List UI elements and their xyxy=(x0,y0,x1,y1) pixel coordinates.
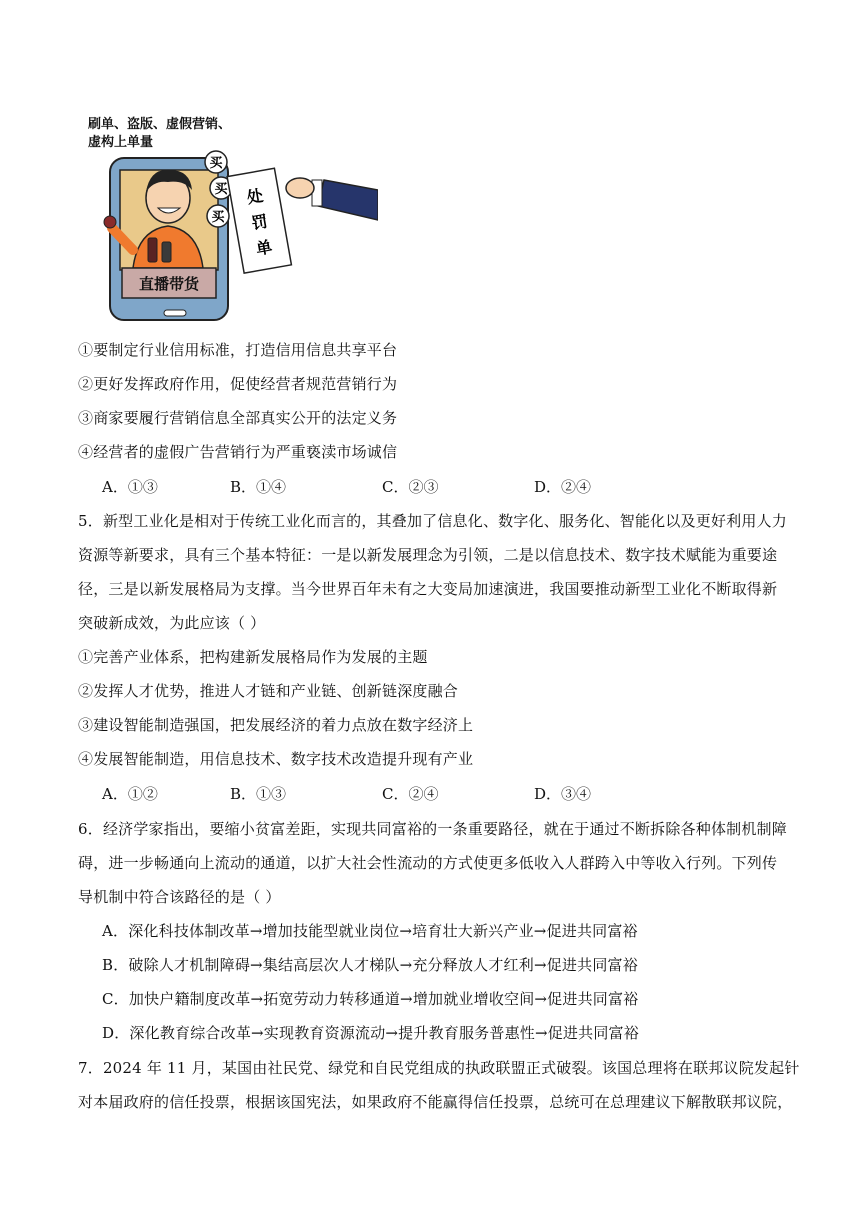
q5-stem-line4: 突破新成效，为此应该（ ） xyxy=(78,614,266,632)
q4-option-c[interactable]: C．②③ xyxy=(382,478,439,496)
q4-option-b[interactable]: B．①④ xyxy=(230,478,287,496)
product-bottle xyxy=(162,242,171,262)
livestream-cartoon xyxy=(88,150,378,325)
q5-statement-2: ②发挥人才优势，推进人才链和产业链、创新链深度融合 xyxy=(78,682,459,700)
q4-option-d[interactable]: D．②④ xyxy=(534,478,592,496)
phone-button xyxy=(164,310,186,316)
q6-stem-line3: 导机制中符合该路径的是（ ） xyxy=(78,888,281,906)
penalty-notice xyxy=(227,168,291,273)
official-hand xyxy=(286,178,314,198)
bubble-text-3: 买 xyxy=(211,210,225,225)
q5-option-c[interactable]: C．②④ xyxy=(382,785,439,803)
q6-option-a[interactable]: A．深化科技体制改革→增加技能型就业岗位→培育壮大新兴产业→促进共同富裕 xyxy=(102,922,638,940)
cartoon-caption-line2: 虚构上单量 xyxy=(88,135,154,150)
q5-option-a[interactable]: A．①② xyxy=(102,785,158,803)
q5-stem-line3: 径，三是以新发展格局为支撑。当今世界百年未有之大变局加速演进，我国要推动新型工业化不断取得新 xyxy=(78,580,778,598)
q7-stem-line2: 对本届政府的信任投票，根据该国宪法，如果政府不能赢得信任投票，总统可在总理建议下解散联邦议院， xyxy=(78,1093,793,1111)
q5-option-d[interactable]: D．③④ xyxy=(534,785,592,803)
q6-stem-line1: 6．经济学家指出，要缩小贫富差距，实现共同富裕的一条重要路径，就在于通过不断拆除各种体制机制障 xyxy=(78,820,787,838)
q5-option-b[interactable]: B．①③ xyxy=(230,785,287,803)
q7-stem-line1: 7．2024 年 11 月，某国由社民党、绿党和自民党组成的执政联盟正式破裂。该国总理将在联邦议院发起针 xyxy=(78,1059,800,1077)
cartoon-caption-line1: 刷单、盗版、虚假营销、 xyxy=(88,117,232,132)
q4-option-a[interactable]: A．①③ xyxy=(102,478,158,496)
microphone xyxy=(104,216,116,228)
q6-option-d[interactable]: D．深化教育综合改革→实现教育资源流动→提升教育服务普惠性→促进共同富裕 xyxy=(102,1024,639,1042)
official-sleeve xyxy=(318,180,378,220)
q6-stem-line2: 碍，进一步畅通向上流动的通道，以扩大社会性流动的方式使更多低收入人群跨入中等收入行列。下列传 xyxy=(78,854,778,872)
q4-statement-1: ①要制定行业信用标准，打造信用信息共享平台 xyxy=(78,341,398,359)
q5-statement-4: ④发展智能制造，用信息技术、数字技术改造提升现有产业 xyxy=(78,750,474,768)
screen-label: 直播带货 xyxy=(138,275,200,293)
bubble-text-2: 买 xyxy=(214,182,228,197)
q6-option-c[interactable]: C．加快户籍制度改革→拓宽劳动力转移通道→增加就业增收空间→促进共同富裕 xyxy=(102,990,639,1008)
bubble-text-1: 买 xyxy=(209,156,223,171)
q4-statement-2: ②更好发挥政府作用，促使经营者规范营销行为 xyxy=(78,375,398,393)
q5-statement-3: ③建设智能制造强国，把发展经济的着力点放在数字经济上 xyxy=(78,716,474,734)
q5-statement-1: ①完善产业体系，把构建新发展格局作为发展的主题 xyxy=(78,648,428,666)
q5-stem-line1: 5．新型工业化是相对于传统工业化而言的，其叠加了信息化、数字化、服务化、智能化以及更好利用人力 xyxy=(78,512,787,530)
q5-stem-line2: 资源等新要求，具有三个基本特征：一是以新发展理念为引领，二是以信息技术、数字技术赋能为重要途 xyxy=(78,546,778,564)
paper-char-3: 单 xyxy=(254,237,274,259)
q4-statement-4: ④经营者的虚假广告营销行为严重亵渎市场诚信 xyxy=(78,443,398,461)
q6-option-b[interactable]: B．破除人才机制障碍→集结高层次人才梯队→充分释放人才红利→促进共同富裕 xyxy=(102,956,638,974)
q4-statement-3: ③商家要履行营销信息全部真实公开的法定义务 xyxy=(78,409,398,427)
paper-char-1: 处 xyxy=(245,185,265,208)
product-bottle xyxy=(148,238,157,262)
paper-char-2: 罚 xyxy=(249,211,270,233)
